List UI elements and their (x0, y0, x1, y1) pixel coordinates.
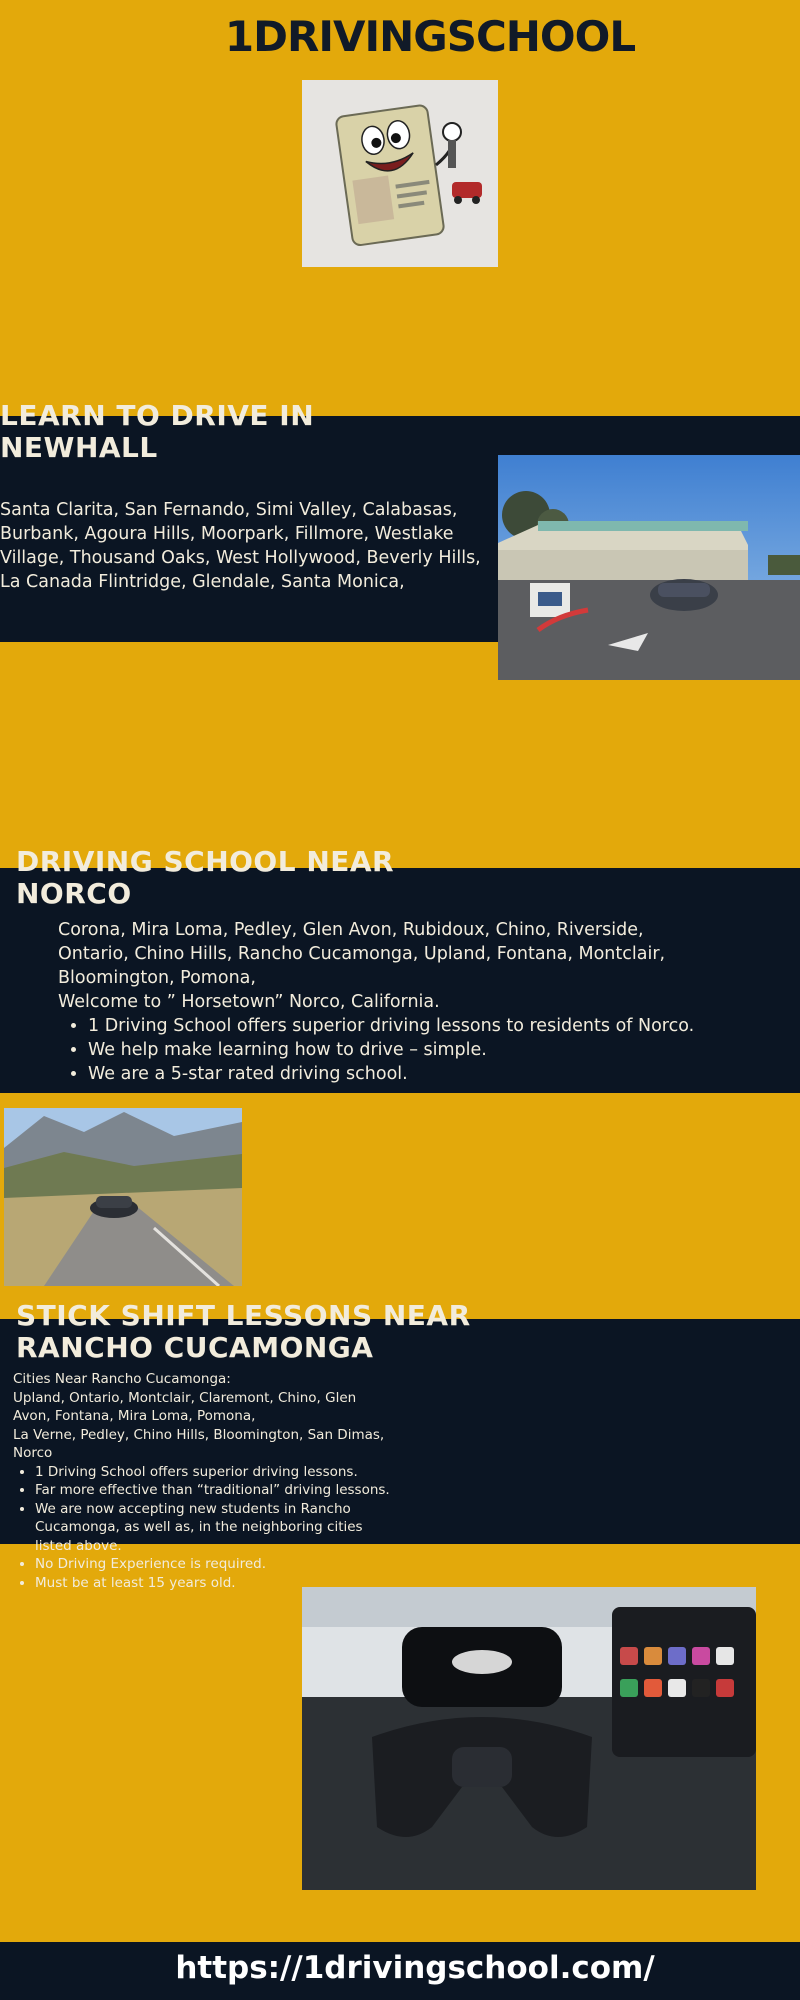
list-item: • 1 Driving School offers superior driving lessons. (35, 1463, 393, 1482)
list-item: • No Driving Experience is required. (35, 1555, 393, 1574)
rancho-list (13, 1463, 393, 1593)
norco-welcome: Welcome to ” Horsetown” Norco, California. (58, 992, 440, 1012)
list-item: • We help make learning how to drive – simple. (88, 1038, 718, 1062)
school-building-photo (498, 455, 800, 680)
car-interior-photo (302, 1587, 756, 1890)
list-item: • We are a 5-star rated driving school. (88, 1062, 718, 1086)
rancho-heading: STICK SHIFT LESSONS NEAR RANCHO CUCAMONGA (16, 1299, 471, 1364)
license-mascot-image (302, 80, 498, 267)
list-item: • We are now accepting new students in Rancho Cucamonga, as well as, in the neighboring cities listed above. (35, 1500, 393, 1556)
rancho-cities-label: Cities Near Rancho Cucamonga: (13, 1371, 231, 1387)
list-item: • Far more effective than “traditional” driving lessons. (35, 1481, 393, 1500)
norco-heading: DRIVING SCHOOL NEAR NORCO (16, 845, 395, 910)
site-url-link[interactable]: https://1drivingschool.com/ (175, 1950, 655, 1986)
newhall-cities: Santa Clarita, San Fernando, Simi Valley, Calabasas, Burbank, Agoura Hills, Moorpark, Fillmore, Westlake Village, Thousand Oaks, West Hollywood, Beverly Hills, La Canada Flintridge, Glendale, Santa Monica, (0, 500, 481, 592)
mountain-road-photo (4, 1108, 242, 1286)
list-item: • Must be at least 15 years old. (35, 1574, 393, 1593)
norco-list (58, 1014, 718, 1086)
norco-cities: Corona, Mira Loma, Pedley, Glen Avon, Rubidoux, Chino, Riverside, Ontario, Chino Hills, Rancho Cucamonga, Upland, Fontana, Montclair, Bloomington, Pomona, (58, 920, 666, 988)
rancho-content (13, 1370, 393, 1592)
site-title: 1DRIVINGSCHOOL (224, 12, 636, 61)
rancho-cities-line: La Verne, Pedley, Chino Hills, Bloomington, San Dimas, Norco (13, 1426, 385, 1461)
norco-content (58, 918, 718, 1086)
list-item: • 1 Driving School offers superior driving lessons to residents of Norco. (88, 1014, 718, 1038)
newhall-heading: LEARN TO DRIVE IN NEWHALL (0, 399, 315, 464)
rancho-cities-line: Upland, Ontario, Montclair, Claremont, Chino, Glen Avon, Fontana, Mira Loma, Pomona, (13, 1389, 357, 1424)
